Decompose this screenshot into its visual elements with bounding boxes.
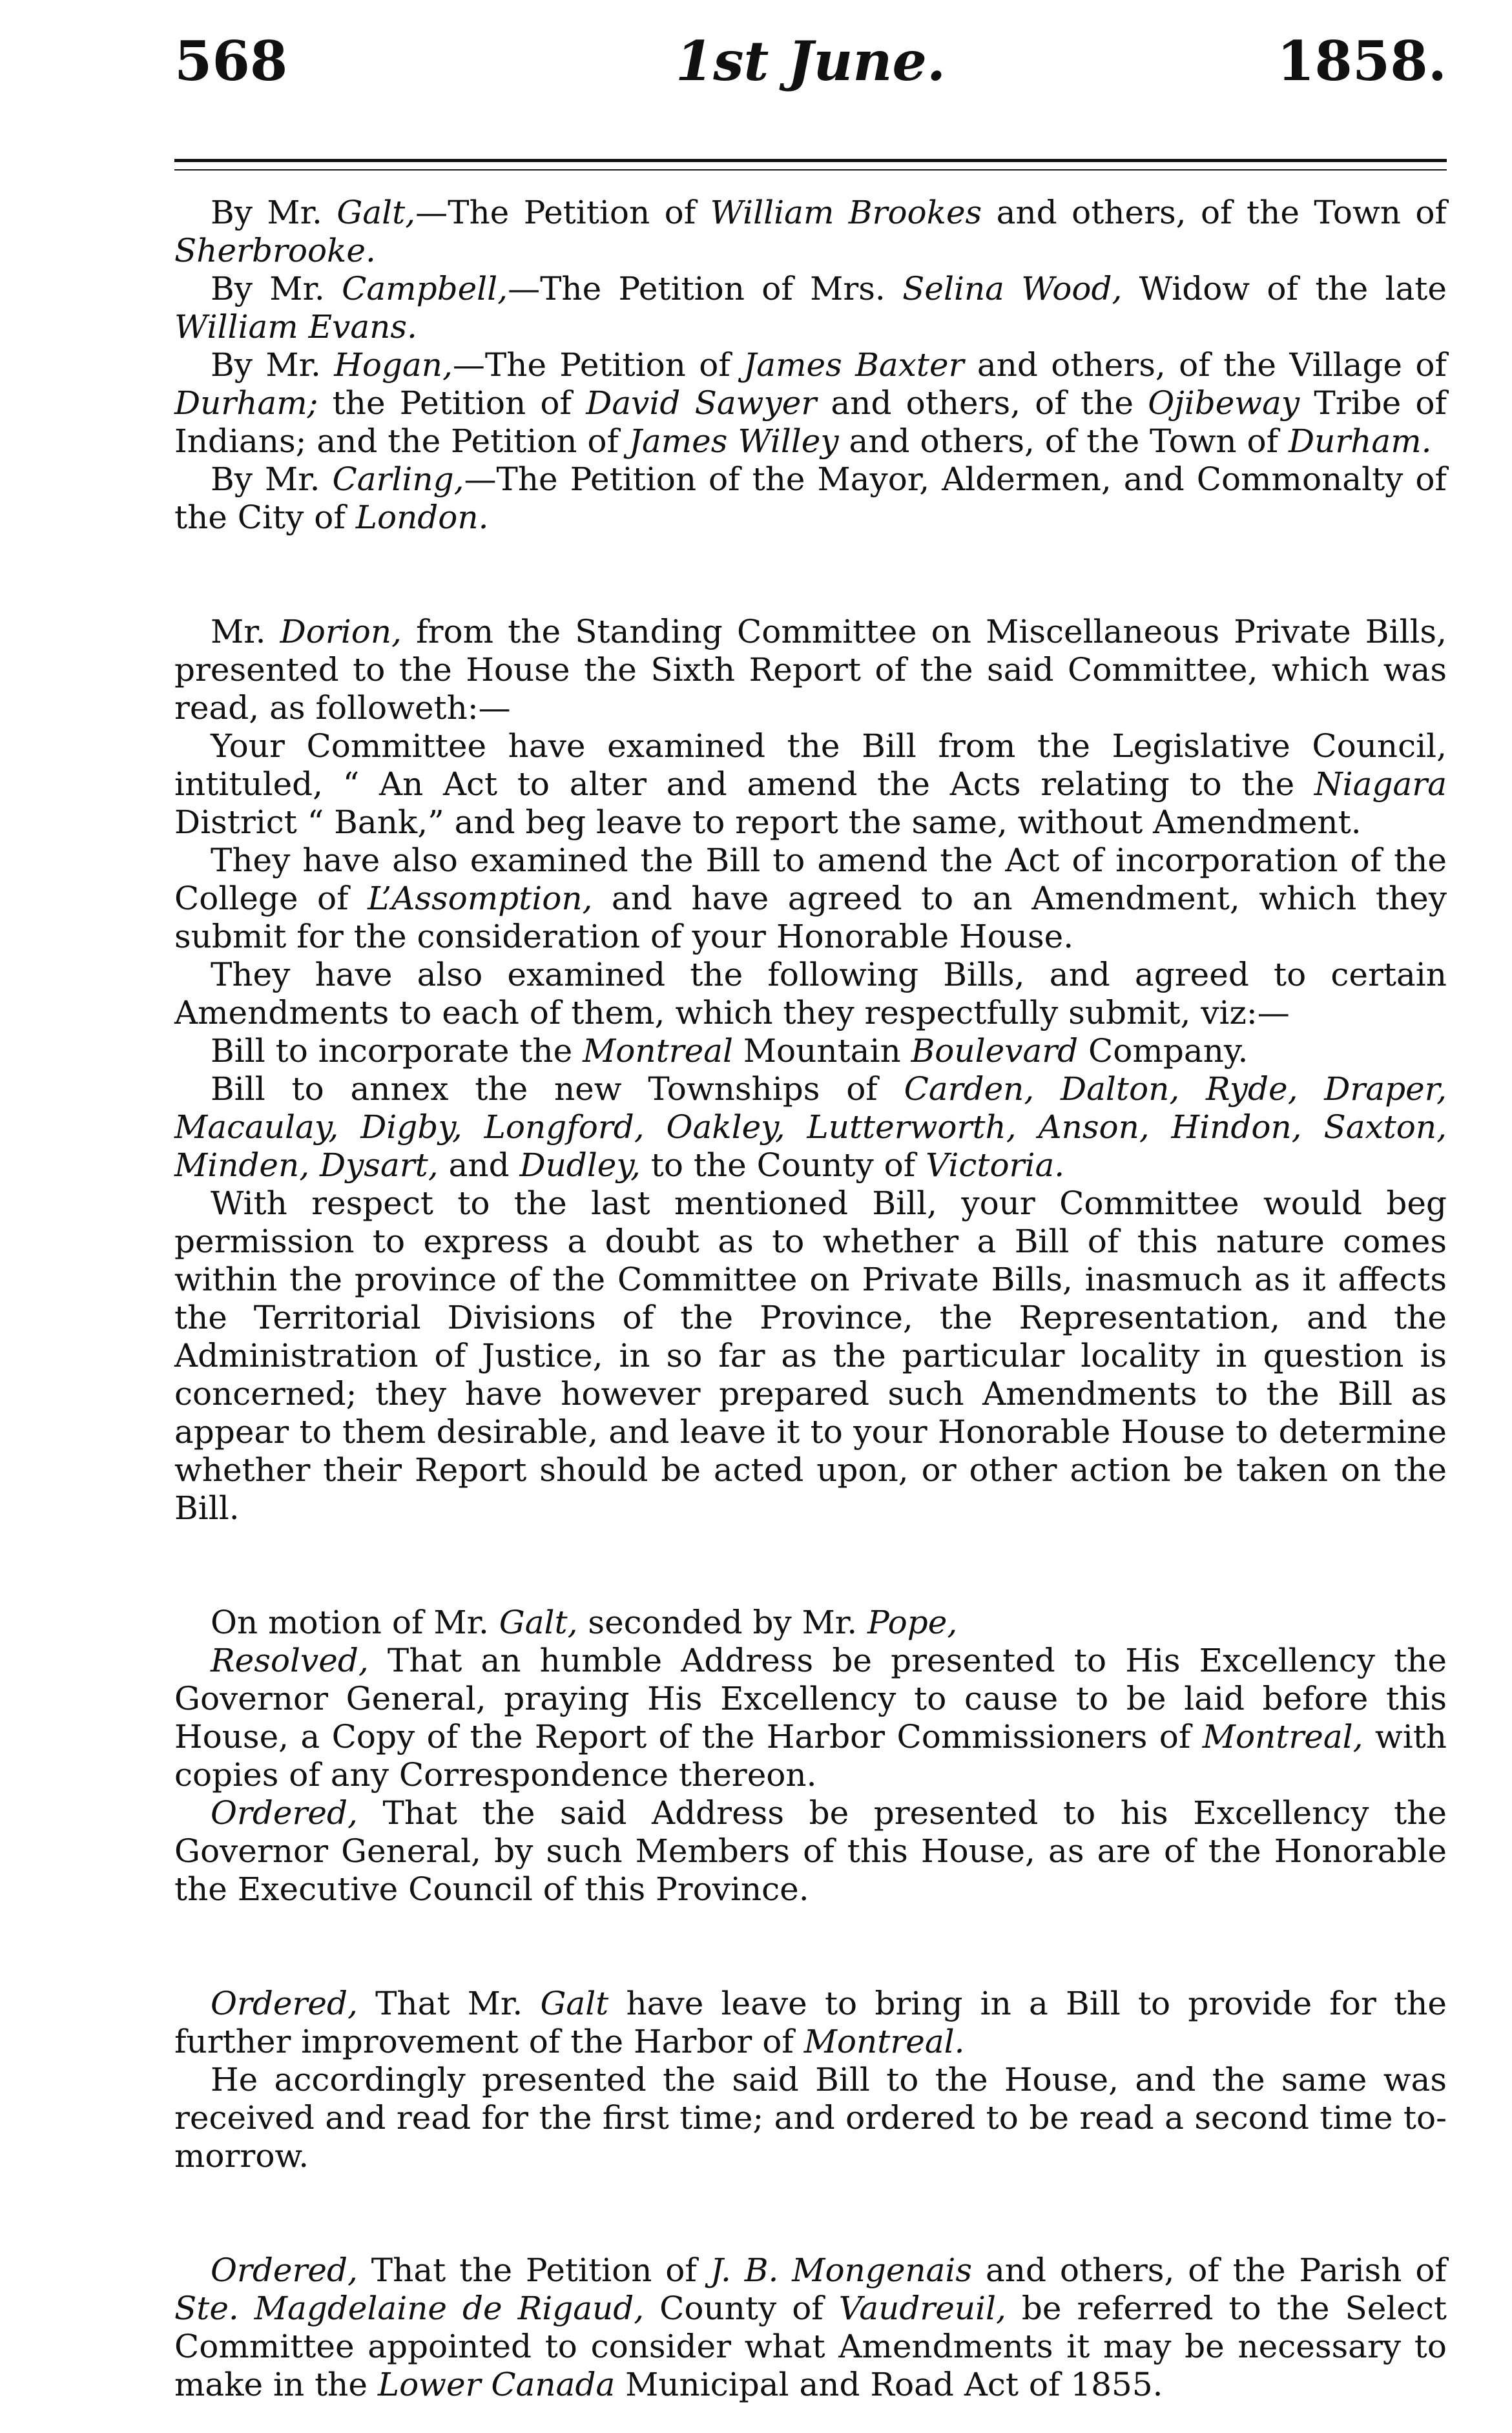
italic-text: James Baxter [743,346,964,384]
page-number: 568 [174,29,288,93]
text-run: He accordingly presented the said Bill to the House, and the same was received and read for the first time; and ordered to be read a second time to-morrow. [174,2061,1447,2175]
text-run: Your Committee have examined the Bill from the Legislative Council, intituled, “ An Act to alter and amend the Acts relating to the [174,727,1447,803]
text-run: Municipal and Road Act of 1855. [615,2366,1163,2403]
text-run: Mountain [732,1032,911,1070]
italic-text: Sherbrooke. [174,232,376,269]
italic-text: Victoria. [926,1146,1065,1184]
paragraph [174,727,1447,842]
paragraph [174,1032,1447,1070]
text-run: be referred to the Select Committee appointed to consider what Amendments it may be necessary to make in the [174,2290,1447,2403]
text-run: Mr. [211,613,280,650]
italic-text: Dudley, [519,1146,641,1184]
text-run: On motion of Mr. [211,1604,499,1641]
paragraph [174,842,1447,956]
paragraph [174,1604,1447,1642]
paragraph [174,1985,1447,2061]
text-run: and have agreed to an Amendment, which they submit for the consideration of your Honorable House. [174,880,1447,955]
text-run: and [438,1146,520,1184]
text-run: seconded by Mr. [577,1604,868,1641]
paragraph [174,613,1447,727]
italic-text: Ordered, [211,2252,358,2289]
paragraph [174,1794,1447,1909]
italic-text: Niagara [1314,765,1447,803]
page-header [174,26,1447,116]
italic-text: Selina Wood, [902,270,1123,307]
italic-text: Dorion, [280,613,402,650]
header-date: 1st June. [675,29,946,93]
paragraph [174,194,1447,270]
section-gap [174,1909,1447,1985]
paragraph [174,461,1447,537]
paragraph [174,2061,1447,2175]
italic-text: Galt, [499,1604,578,1641]
italic-text: Campbell, [342,270,508,307]
italic-text: David Sawyer [586,384,817,422]
italic-text: Durham; [174,384,318,422]
section-gap [174,1527,1447,1604]
italic-text: William Evans. [174,308,417,346]
text-run: and others, of the Parish of [972,2252,1447,2289]
text-run: —The Petition of the Mayor, Aldermen, and Commonalty of the City of [174,461,1447,536]
paragraph [174,956,1447,1032]
italic-text: J. B. Mongenais [710,2252,973,2289]
text-run: Widow of the late [1122,270,1447,307]
paragraph [174,1070,1447,1185]
italic-text: Carling, [332,461,464,498]
italic-text: Ojibeway [1148,384,1300,422]
paragraph [174,346,1447,461]
italic-text: Lower Canada [377,2366,616,2403]
text-run: have leave to bring in a Bill to provide for the further improvement of the Harbor of [174,1985,1447,2060]
paragraph [174,270,1447,346]
italic-text: Galt [540,1985,609,2022]
section-gap [174,2175,1447,2252]
text-run: By Mr. [211,346,335,384]
italic-text: Durham. [1289,422,1432,460]
italic-text: Ordered, [211,1794,358,1832]
italic-text: Ste. Magdelaine de Rigaud, [174,2290,645,2327]
text-run: That the said Address be presented to his Excellency the Governor General, by such Members of this House, as are of the Honorable the Executive Council of this Province. [174,1794,1447,1908]
header-year: 1858. [1276,29,1447,93]
italic-text: Montreal, [1202,1718,1363,1755]
italic-text: L’Assomption, [368,880,593,917]
header-rule-thick [174,159,1447,162]
italic-text: James Willey [628,422,839,460]
italic-text: Ordered, [211,1985,358,2022]
text-run: That an humble Address be presented to His Excellency the Governor General, praying His Excellency to cause to be laid before this House, a Copy of the Report of the Harbor Commissioners of [174,1642,1447,1755]
text-run: By Mr. [211,461,333,498]
italic-text: Resolved, [211,1642,369,1679]
text-run: Bill to annex the new Townships of [211,1070,904,1108]
italic-text: Montreal [583,1032,733,1070]
text-run: Company. [1078,1032,1248,1070]
text-run: Tribe of Indians; and the Petition of [174,384,1447,460]
text-run: County of [644,2290,839,2327]
italic-text: Hogan, [334,346,453,384]
italic-text: Pope, [867,1604,958,1641]
paragraph [174,1642,1447,1794]
text-run: and others, of the [816,384,1148,422]
text-run: That Mr. [357,1985,541,2022]
paragraph [174,2252,1447,2404]
text-run: They have also examined the Bill to amend the Act of incorporation of the College of [174,842,1447,917]
italic-text: William Brookes [710,194,982,231]
text-run: to the County of [640,1146,926,1184]
text-run: That the Petition of [357,2252,710,2289]
text-run: By Mr. [211,194,337,231]
journal-body [174,194,1447,2404]
text-run: the Petition of [318,384,586,422]
header-rule-thin [174,169,1447,171]
italic-text: Vaudreuil, [838,2290,1006,2327]
italic-text: Galt, [337,194,416,231]
text-run: and others, of the Town of [982,194,1447,231]
text-run: with copies of any Correspondence thereon. [174,1718,1447,1794]
text-run: from the Standing Committee on Miscellaneous Private Bills, presented to the House the Sixth Report of the said Committee, which was read, as followeth:— [174,613,1447,727]
text-run: By Mr. [211,270,342,307]
paragraph [174,1185,1447,1527]
text-run: District “ Bank,” and beg leave to report the same, without Amendment. [174,803,1362,841]
text-run: —The Petition of [415,194,710,231]
italic-text: Carden, Dalton, Ryde, Draper, Macaulay, Digby, Longford, Oakley, Lutterworth, Anson, Hindon, Saxton, Minden, Dysart, [174,1070,1447,1184]
text-run: and others, of the Village of [964,346,1447,384]
text-run: Bill to incorporate the [211,1032,583,1070]
text-run: and others, of the Town of [838,422,1289,460]
italic-text: London. [355,499,489,536]
section-gap [174,537,1447,613]
text-run: With respect to the last mentioned Bill, your Committee would beg permission to express a doubt as to whether a Bill of this nature comes within the province of the Committee on Private Bills, inasmuch as it affects the Territorial Divisions of the Province, the Representation, and the Administration of Justice, in so far as the particular locality in question is concerned; they have however prepared such Amendments to the Bill as appear to them desirable, and leave it to your Honorable House to determine whether their Report should be acted upon, or other action be taken on the Bill. [174,1185,1447,1527]
italic-text: Montreal. [803,2023,965,2060]
italic-text: Boulevard [911,1032,1079,1070]
text-run: —The Petition of Mrs. [508,270,903,307]
text-run: —The Petition of [452,346,744,384]
text-run: They have also examined the following Bills, and agreed to certain Amendments to each of them, which they respectfully submit, viz:— [174,956,1447,1031]
